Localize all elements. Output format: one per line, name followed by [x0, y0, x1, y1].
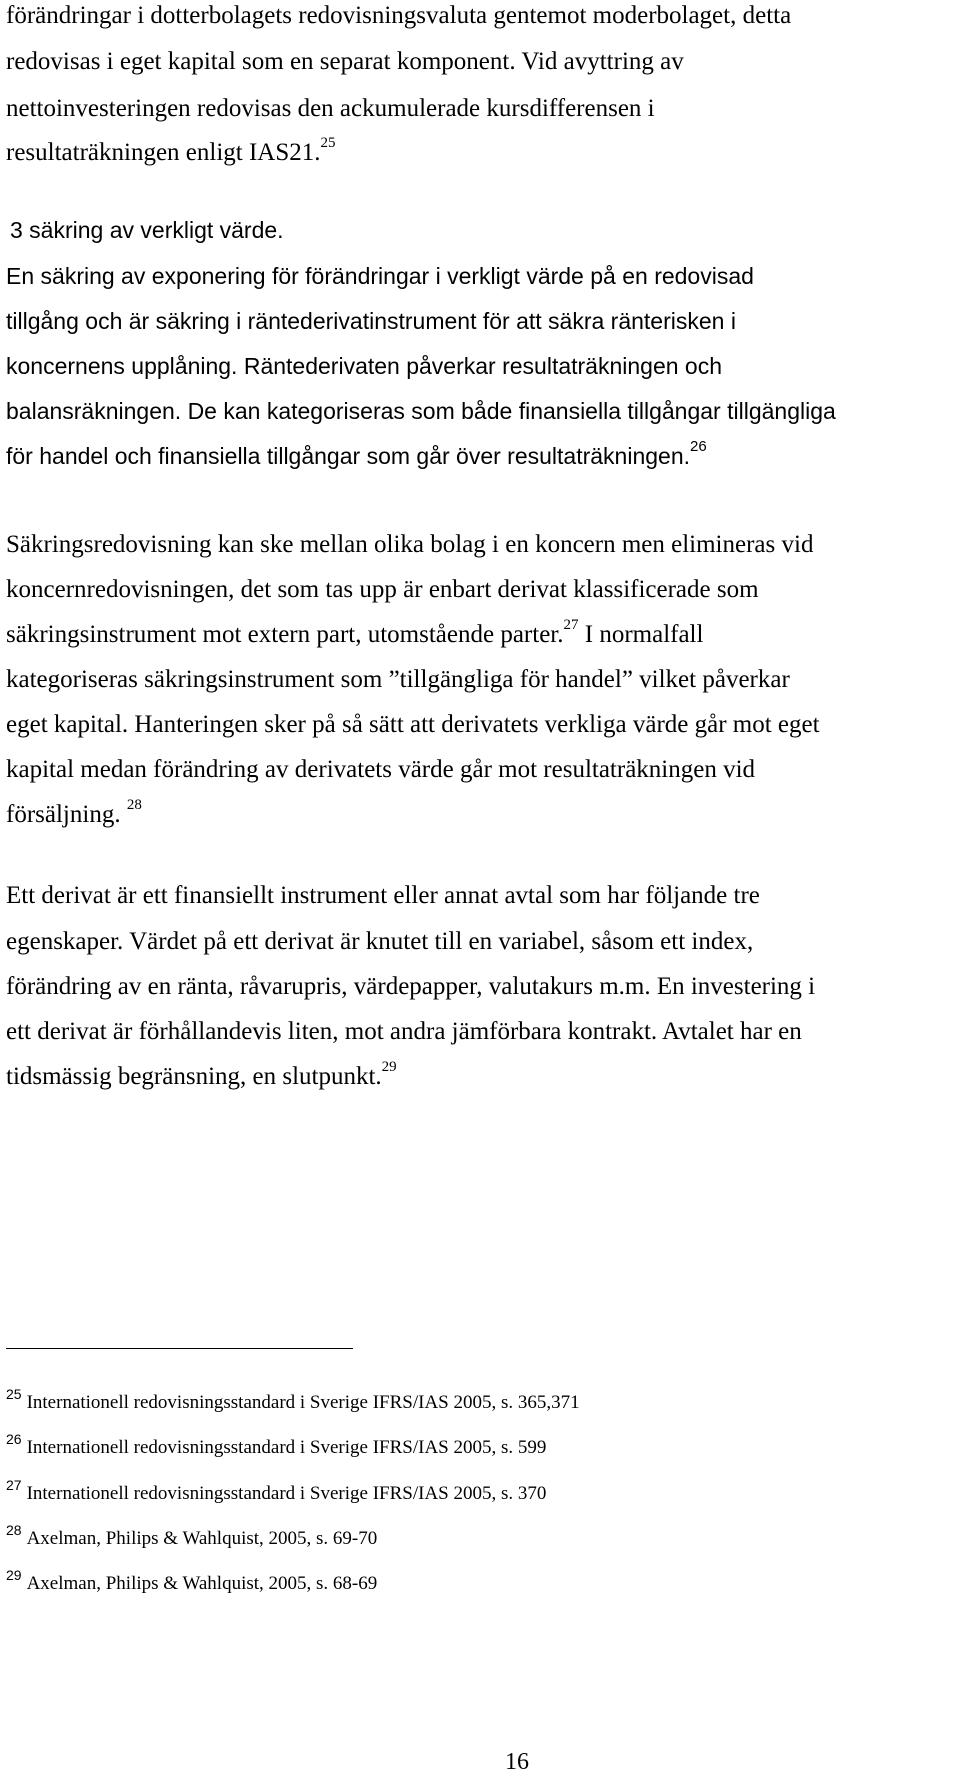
paragraph-3-line-5: eget kapital. Hanteringen sker på så sätt att derivatets verkliga värde går mot eget — [6, 711, 820, 738]
paragraph-4-line-1: Ett derivat är ett finansiellt instrument eller annat avtal som har följande tre — [6, 882, 760, 909]
footnote-text: Axelman, Philips & Wahlquist, 2005, s. 69-70 — [26, 1528, 378, 1549]
paragraph-4-text: tidsmässig begränsning, en slutpunkt. — [6, 1063, 382, 1090]
paragraph-4-line-4: ett derivat är förhållandevis liten, mot andra jämförbara kontrakt. Avtalet har en — [6, 1018, 802, 1045]
paragraph-4-line-5 — [6, 1059, 397, 1090]
footnote-ref-29: 29 — [381, 1059, 397, 1075]
footnote-number: 25 — [6, 1386, 22, 1402]
footnote-separator — [6, 1348, 353, 1349]
footnote-text: Internationell redovisningsstandard i Sverige IFRS/IAS 2005, s. 370 — [26, 1483, 547, 1504]
paragraph-1-line-4 — [6, 135, 336, 166]
footnote-ref-28: 28 — [126, 797, 142, 813]
footnote-item — [6, 1477, 547, 1504]
section-heading: 3 säkring av verkligt värde. — [10, 217, 284, 243]
footnote-text: Axelman, Philips & Wahlquist, 2005, s. 68-69 — [26, 1573, 378, 1594]
footnote-ref-26: 26 — [690, 438, 707, 455]
footnote-item — [6, 1431, 547, 1458]
paragraph-3-text-c: försäljning. — [6, 801, 121, 828]
footnote-number: 29 — [6, 1567, 22, 1583]
paragraph-1-line-3: nettoinvesteringen redovisas den ackumulerade kursdifferensen i — [6, 95, 655, 122]
paragraph-2-text: för handel och finansiella tillgångar som går över resultaträkningen. — [6, 443, 691, 469]
footnote-ref-25: 25 — [320, 135, 336, 151]
paragraph-3-line-7 — [6, 797, 142, 828]
paragraph-3-text-b: I normalfall — [584, 621, 704, 648]
paragraph-2-line-1: En säkring av exponering för förändringar i verkligt värde på en redovisad — [6, 263, 754, 289]
paragraph-3-text-a: säkringsinstrument mot extern part, utomstående parter. — [6, 621, 564, 648]
footnote-item — [6, 1386, 580, 1413]
footnote-text: Internationell redovisningsstandard i Sverige IFRS/IAS 2005, s. 599 — [26, 1437, 547, 1458]
page-number: 16 — [505, 1749, 529, 1775]
paragraph-2-line-4: balansräkningen. De kan kategoriseras som både finansiella tillgångar tillgängliga — [6, 398, 836, 424]
paragraph-2-line-3: koncernens upplåning. Räntederivaten påverkar resultaträkningen och — [6, 353, 723, 379]
paragraph-2-line-2: tillgång och är säkring i räntederivatinstrument för att säkra ränterisken i — [6, 308, 736, 334]
footnote-text: Internationell redovisningsstandard i Sverige IFRS/IAS 2005, s. 365,371 — [26, 1392, 580, 1413]
paragraph-1-line-1: förändringar i dotterbolagets redovisningsvaluta gentemot moderbolaget, detta — [6, 2, 792, 29]
paragraph-4-line-2: egenskaper. Värdet på ett derivat är knutet till en variabel, såsom ett index, — [6, 928, 754, 955]
paragraph-3-line-2: koncernredovisningen, det som tas upp är enbart derivat klassificerade som — [6, 576, 759, 603]
paragraph-2-line-5 — [6, 438, 707, 469]
paragraph-1-text: resultaträkningen enligt IAS21. — [6, 139, 321, 166]
footnote-ref-27: 27 — [563, 617, 579, 633]
paragraph-4-line-3: förändring av en ränta, råvarupris, värdepapper, valutakurs m.m. En investering i — [6, 973, 816, 1000]
footnote-number: 27 — [6, 1477, 22, 1493]
footnote-number: 26 — [6, 1431, 22, 1447]
paragraph-3-line-1: Säkringsredovisning kan ske mellan olika bolag i en koncern men elimineras vid — [6, 531, 814, 558]
paragraph-3-line-6: kapital medan förändring av derivatets värde går mot resultaträkningen vid — [6, 756, 756, 783]
footnote-item — [6, 1567, 378, 1594]
paragraph-1-line-2: redovisas i eget kapital som en separat komponent. Vid avyttring av — [6, 48, 684, 75]
paragraph-3-line-4: kategoriseras säkringsinstrument som ”tillgängliga för handel” vilket påverkar — [6, 666, 790, 693]
paragraph-3-line-3 — [6, 617, 704, 648]
footnote-item — [6, 1522, 378, 1549]
footnote-number: 28 — [6, 1522, 22, 1538]
